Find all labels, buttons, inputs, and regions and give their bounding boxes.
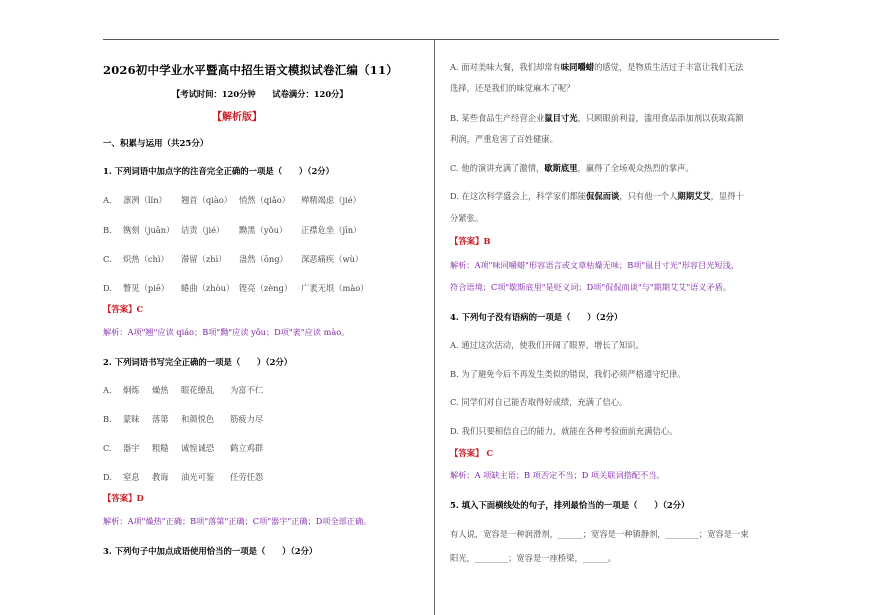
q4-answer: 【答案】 C bbox=[450, 448, 494, 458]
q3-explanation-line1: 解析：A项"味同嚼蜡"形容语言或文章枯燥无味；B项"鼠目寸光"形容目光短浅， bbox=[450, 260, 739, 270]
page-title: 2026初中学业水平暨高中招生语文模拟试卷汇编（11） bbox=[103, 63, 398, 77]
q2-option-a: A. 炯炼 燥热 眼花缭乱 为富不仁 bbox=[103, 385, 264, 395]
q4-option-a: A. 通过这次活动，使我们开阔了眼界，增长了知识。 bbox=[450, 340, 644, 350]
question-5-stem: 5. 填入下面横线处的句子，排列最恰当的一项是（ ）（2分） bbox=[450, 500, 690, 510]
q1-option-a: A. 凛冽（lǐn） 翘首（qiào） 悄然（qiǎo） 殚精竭虑（jié） bbox=[103, 195, 361, 205]
q3-option-a-line2: 选择，还是我们的味觉麻木了呢？ bbox=[450, 83, 575, 93]
q3-explanation-line2: 符合语境；C项"歇斯底里"是贬义词；D项"侃侃而谈"与"期期艾艾"语义矛盾。 bbox=[450, 282, 732, 292]
q3-answer: 【答案】B bbox=[450, 236, 491, 246]
q4-option-d: D. 我们只要相信自己的能力，就能在各种考验面前充满信心。 bbox=[450, 426, 678, 436]
q3-option-d-line2: 分紧张。 bbox=[450, 213, 484, 223]
section-heading: 一、积累与运用（共25分） bbox=[103, 139, 209, 149]
q3-option-c: C. 他的演讲充满了激情，歇斯底里，赢得了全场观众热烈的掌声。 bbox=[450, 163, 694, 173]
question-1-stem: 1. 下列词语中加点字的注音完全正确的一项是（ ）（2分） bbox=[103, 166, 335, 176]
q2-explanation: 解析：A项"燥热"正确；B项"落第"正确；C项"器宇"正确；D项全部正确。 bbox=[103, 516, 372, 526]
q2-option-d: D. 窒息 教诲 油光可鉴 任劳任怨 bbox=[103, 472, 264, 482]
q3-option-b-line2: 利润，严重危害了百姓健康。 bbox=[450, 134, 558, 144]
q2-option-b: B. 蒙昧 落第 和颜悦色 筋疲力尽 bbox=[103, 414, 264, 424]
column-divider bbox=[434, 40, 435, 615]
q5-passage-line1: 有人说，宽容是一种润滑剂，______；宽容是一种镇静剂，________；宽容是一束 bbox=[450, 529, 749, 539]
q3-option-b: B. 某些食品生产经营企业鼠目寸光，只顾眼前利益，滥用食品添加剂以获取高额 bbox=[450, 113, 744, 123]
question-3-stem: 3. 下列句子中加点成语使用恰当的一项是（ ）（2分） bbox=[103, 546, 318, 556]
q4-explanation: 解析：A 项缺主语；B 项否定不当；D 项关联词搭配不当。 bbox=[450, 470, 665, 480]
q4-option-c: C. 同学们对自己能否取得好成绩，充满了信心。 bbox=[450, 397, 628, 407]
question-2-stem: 2. 下列词语书写完全正确的一项是（ ）（2分） bbox=[103, 357, 293, 367]
q5-passage-line2: 阳光，________；宽容是一座桥梁，______。 bbox=[450, 553, 616, 563]
q2-answer: 【答案】D bbox=[103, 493, 144, 503]
question-4-stem: 4. 下列句子没有语病的一项是（ ）（2分） bbox=[450, 312, 623, 322]
q3-option-d: D. 在这次科学盛会上，科学家们都能侃侃而谈，只有他一个人期期艾艾，显得十 bbox=[450, 191, 744, 201]
exam-meta: 【考试时间：120分钟 试卷满分：120分】 bbox=[172, 89, 348, 99]
q3-option-a: A. 面对美味大餐，我们却常有味同嚼蜡的感觉，是物质生活过于丰富让我们无法 bbox=[450, 62, 744, 72]
q2-option-c: C. 器宇 粗糙 诚惶诚恐 鹤立鸡群 bbox=[103, 443, 264, 453]
q4-option-b: B. 为了避免今后不再发生类似的错误，我们必须严格遵守纪律。 bbox=[450, 369, 686, 379]
header-rule bbox=[103, 39, 779, 40]
q1-option-c: C. 炽热（chì） 滞留（zhì） 蛊然（ōng） 深恶痛疾（wù） bbox=[103, 254, 364, 264]
q1-option-d: D. 瞥见（piē） 蜷曲（zhòu） 铿亮（zèng） 广袤无垠（mào） bbox=[103, 283, 369, 293]
q1-option-b: B. 镌刻（juān） 诘责（jié） 黝黑（yǒu） 正襟危坐（jīn） bbox=[103, 225, 362, 235]
version-badge: 【解析版】 bbox=[212, 112, 262, 123]
q1-explanation: 解析：A项"翘"应读 qiáo；B项"黝"应读 yǒu；D项"袤"应读 mào。 bbox=[103, 327, 350, 337]
q1-answer: 【答案】C bbox=[103, 304, 144, 314]
